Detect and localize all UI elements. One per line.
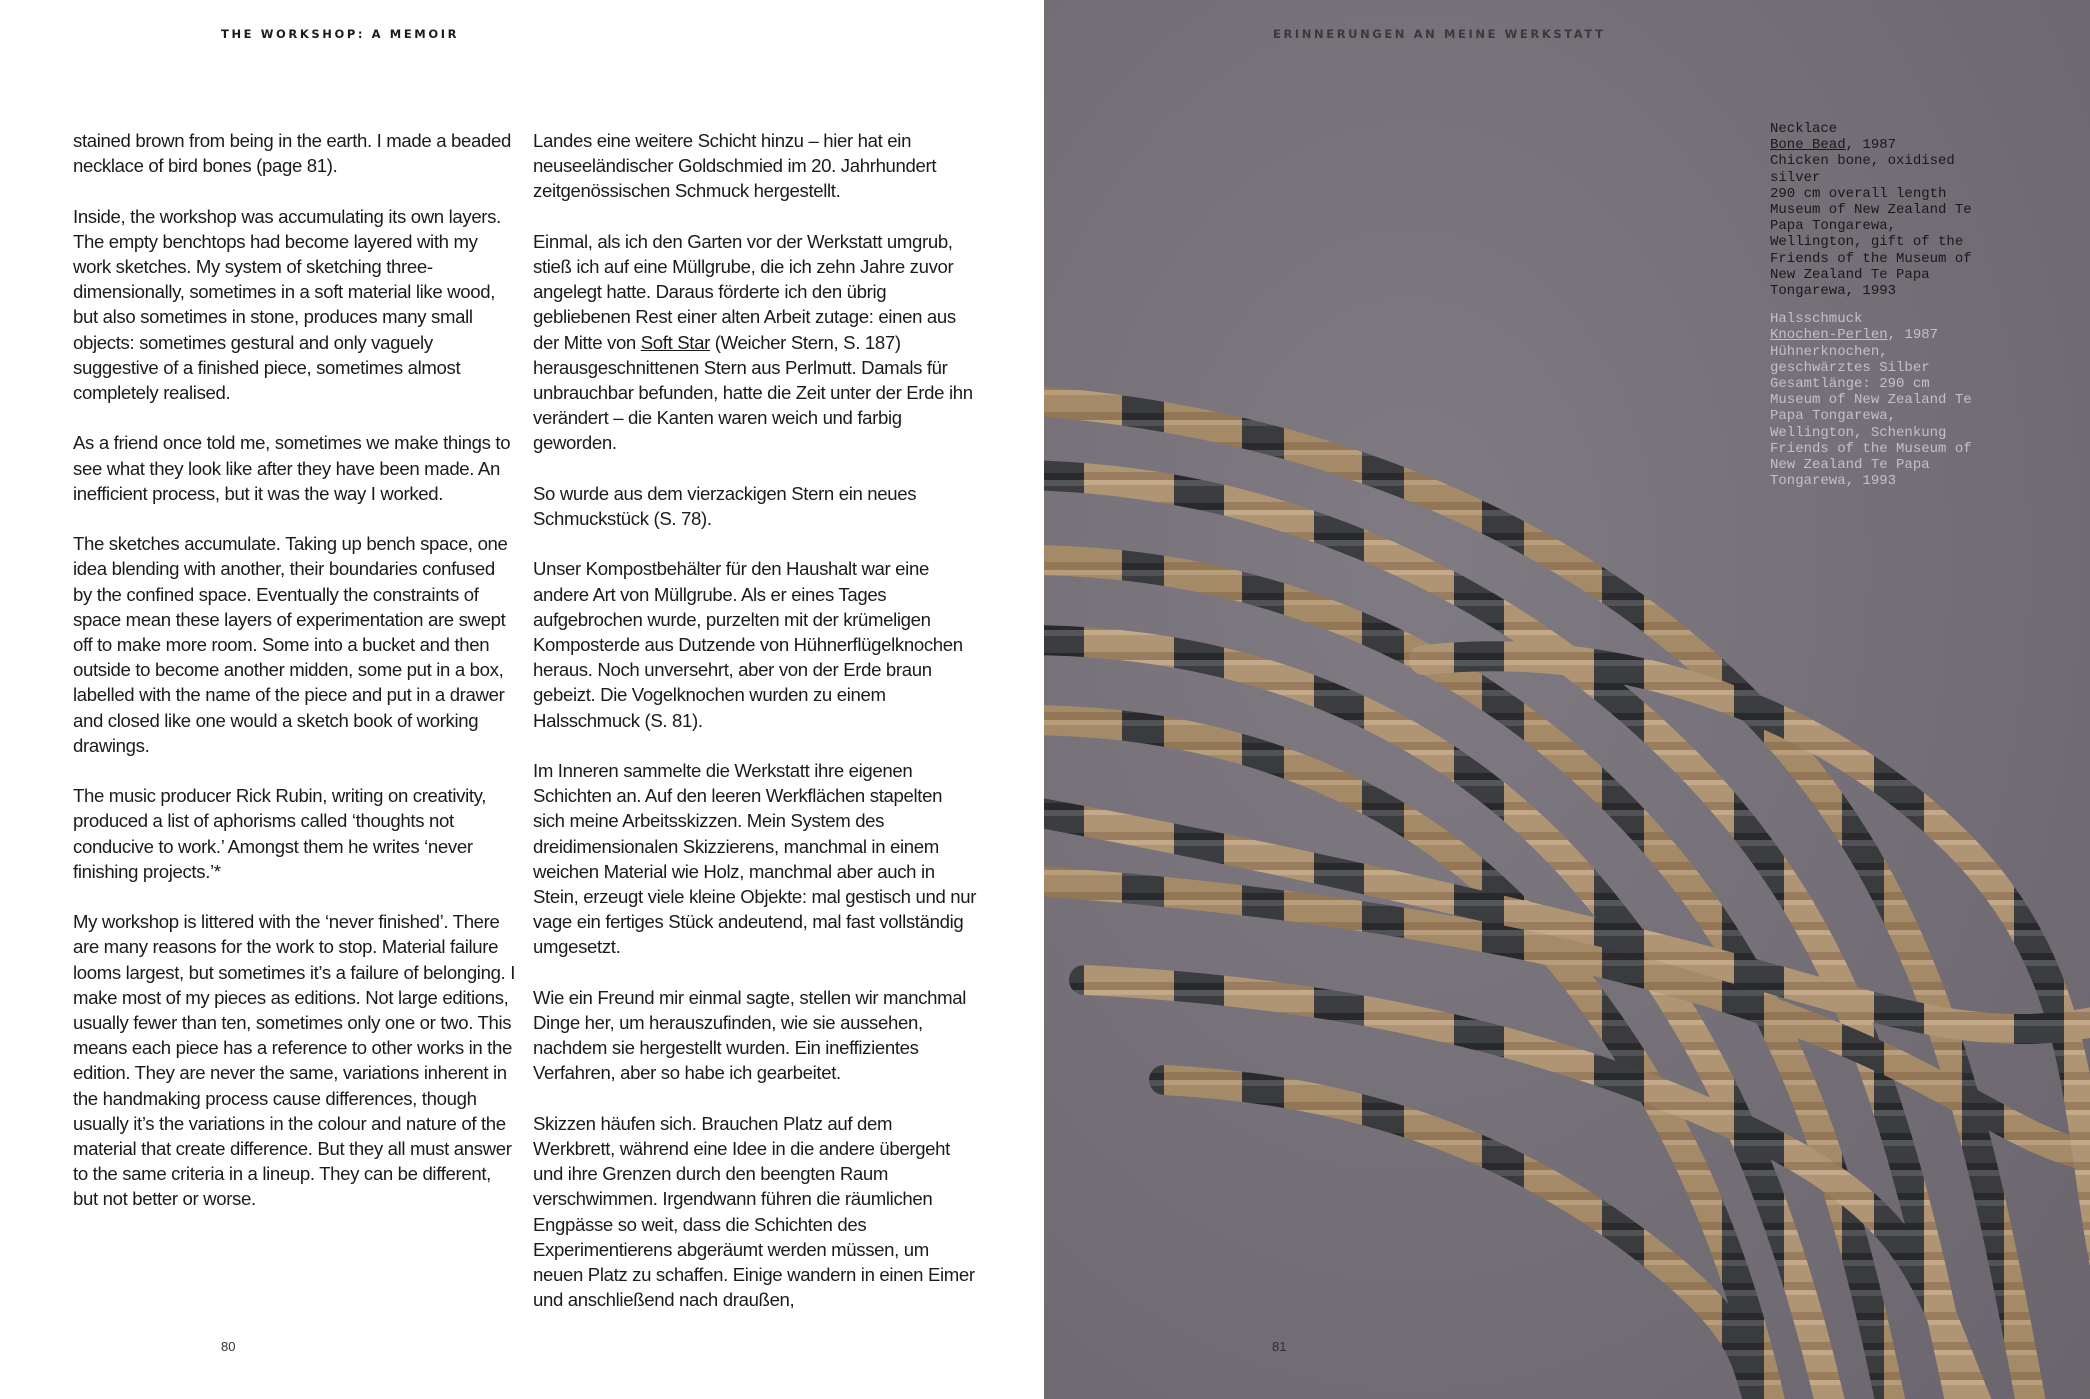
caption-object: Necklace [1770, 121, 1838, 137]
paragraph: Inside, the workshop was accumulating its own layers. The empty benchtops had become layered with my work sketches. My system of sketching three-dimensionally, sometimes in a soft material like wood, but also sometimes in stone, produces many small objects: sometimes gestural and only vaguely suggestive of a finished piece, sometimes almost completely realised. [73, 205, 501, 404]
left-page [0, 0, 1044, 1399]
running-head-left: THE WORKSHOP: A MEMOIR [221, 27, 460, 41]
paragraph: Skizzen häufen sich. Brauchen Platz auf dem Werkbrett, während eine Idee in die andere übergeht und ihre Grenzen durch den beengten Raum verschwimmen. Irgendwann führen die räumlichen Engpässe so weit, dass die Schichten des Experimentierens abgeräumt werden müssen, um neuen Platz zu schaffen. Einige wandern in einen Eimer und anschließend nach draußen, [533, 1112, 975, 1311]
paragraph: The sketches accumulate. Taking up bench space, one idea blending with another, their boundaries confused by the confined space. Eventually the constraints of space mean these layers of experimentation are swept off to make more room. Some into a bucket and then outside to become another midden, some put in a box, labelled with the name of the piece and put in a drawer and closed like one would a sketch book of working drawings. [73, 533, 508, 756]
caption-title: Knochen-Perlen [1770, 327, 1888, 344]
german-text-column [533, 128, 978, 1338]
paragraph: Wie ein Freund mir einmal sagte, stellen wir manchmal Dinge her, um herauszufinden, wie sie aussehen, nachdem sie hergestellt wurden. Ein ineffizientes Verfahren, aber so habe ich gearbeitet. [533, 986, 967, 1084]
paragraph: My workshop is littered with the ‘never finished’. There are many reasons for the work to stop. Material failure looms largest, but sometimes it’s a failure of belonging. I make most of my pieces as editions. Not large editions, usually fewer than ten, sometimes only one or two. This means each piece has a reference to other works in the edition. They are never the same, variations inherent in the handmaking process cause differences, though usually it’s the variations in the colour and nature of the material that create difference. But they all must answer to the same criteria in a lineup. They can be different, but not better or worse. [73, 911, 516, 1210]
caption-object: Halsschmuck [1770, 311, 1863, 328]
caption-details: Hühnerknochen, geschwärztes Silber Gesamtlänge: 290 cm Museum of New Zealand Te Papa Tongarewa, Wellington, Schenkung Friends of the Museum of New Zealand Te Papa Tongarewa, 1993 [1770, 343, 1972, 490]
caption-details: Chicken bone, oxidised silver 290 cm overall length Museum of New Zealand Te Papa Tongarewa, Wellington, gift of the Friends of the Museum of New Zealand Te Papa Tongarewa, 1993 [1770, 153, 1972, 300]
english-text-column [73, 128, 518, 1237]
paragraph: Im Inneren sammelte die Werkstatt ihre eigenen Schichten an. Auf den leeren Werkflächen stapelten sich meine Arbeitsskizzen. Mein System des dreidimensionalen Skizzierens, manchmal in einem weichen Material wie Holz, manchmal aber auch in Stein, erzeugt viele kleine Objekte: mal gestisch und nur vage ein fertiges Stück andeutend, mal fast vollständig umgesetzt. [533, 760, 977, 958]
paragraph: The music producer Rick Rubin, writing on creativity, produced a list of aphorisms called ‘thoughts not conducive to work.’ Amongst them he writes ‘never finishing projects.’* [73, 785, 487, 882]
caption-english [1770, 121, 1992, 299]
paragraph: Unser Kompostbehälter für den Haushalt war eine andere Art von Müllgrube. Als er eines Tages aufgebrochen wurde, purzelten mit der krümeligen Komposterde aus Dutzende von Hühnerflügelknochen heraus. Noch unversehrt, aber von der Erde braun gebeizt. Die Vogelknochen wurden zu einem Halsschmuck (S. 81). [533, 558, 963, 731]
paragraph: stained brown from being in the earth. I made a beaded necklace of bird bones (page 81). [73, 130, 511, 177]
text-run: Einmal, als ich den Garten vor der Werkstatt umgrub, stieß ich auf eine Müllgrube, die ich zehn Jahre zuvor angelegt hatte. Daraus förderte ich den übrig gebliebenen Rest einer alten Arbeit zutage: einen aus der Mitte von [533, 230, 956, 353]
caption-year: , 1987 [1887, 327, 1939, 344]
caption-german [1770, 311, 1992, 489]
page-number-left: 80 [221, 1339, 236, 1354]
paragraph [533, 229, 978, 456]
paragraph: As a friend once told me, sometimes we make things to see what they look like after they have been made. An inefficient process, but it was the way I worked. [73, 432, 511, 504]
caption-title: Bone Bead [1770, 137, 1846, 154]
running-head-right: ERINNERUNGEN AN MEINE WERKSTATT [1273, 27, 1606, 41]
artwork-title-reference: Soft Star [640, 331, 710, 353]
right-page [1044, 0, 2090, 1399]
page-number-right: 81 [1272, 1339, 1287, 1354]
paragraph: Landes eine weitere Schicht hinzu – hier hat ein neuseeländischer Goldschmied im 20. Jahrhundert zeitgenössischen Schmuck hergestellt. [533, 130, 937, 202]
caption-year: , 1987 [1845, 137, 1897, 154]
paragraph: So wurde aus dem vierzackigen Stern ein neues Schmuckstück (S. 78). [533, 482, 917, 530]
text-run: (Weicher Stern, S. 187) herausgeschnittenen Stern aus Perlmutt. Damals für unbrauchbar befunden, hatte die Zeit unter der Erde ihn verändert – die Kanten waren weich und farbig geworden. [533, 331, 973, 454]
photo-caption [1770, 121, 1992, 501]
